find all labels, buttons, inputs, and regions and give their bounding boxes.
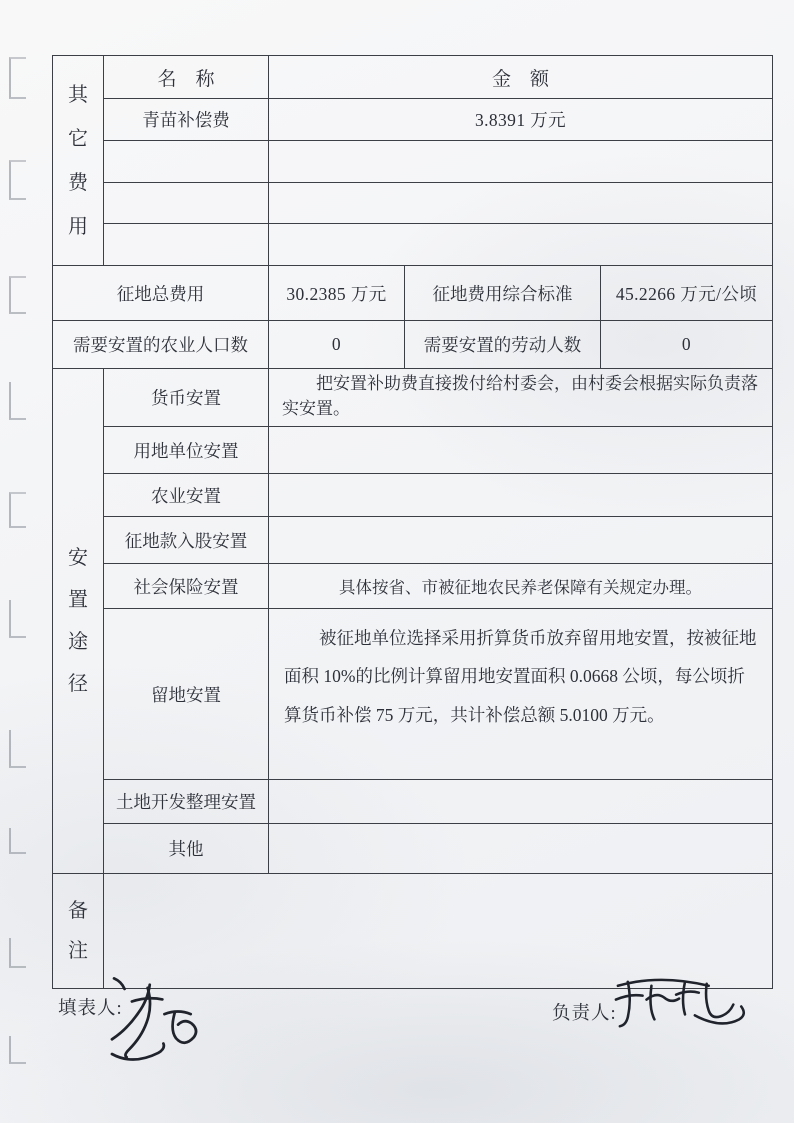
resettlement-content [269, 780, 773, 824]
fee-name [104, 141, 269, 183]
resettlement-type: 留地安置 [104, 609, 269, 780]
binder-mark [9, 600, 26, 638]
fee-amount [269, 183, 773, 224]
supervisor-signature-scribble [610, 968, 758, 1051]
table-row [53, 99, 773, 141]
resettlement-content [269, 824, 773, 874]
binder-mark [9, 828, 26, 854]
resettlement-type: 用地单位安置 [104, 427, 269, 474]
binder-mark [9, 160, 26, 200]
resettlement-content [269, 427, 773, 474]
table-row [53, 427, 773, 474]
column-header-name: 名 称 [104, 56, 269, 99]
table-row [53, 266, 773, 321]
table-row [53, 224, 773, 266]
resettlement-content: 被征地单位选择采用折算货币放弃留用地安置，按被征地面积 10%的比例计算留用地安置面积 0.0668 公顷，每公顷折算货币补偿 75 万元，共计补偿总额 5.0100 万元。 [269, 609, 773, 780]
fee-name: 青苗补偿费 [104, 99, 269, 141]
resettlement-content [269, 517, 773, 564]
table-row [53, 369, 773, 427]
section-label-remarks: 备 注 [53, 874, 104, 989]
resettlement-content: 具体按省、市被征地农民养老保障有关规定办理。 [269, 564, 773, 609]
filler-signature-scribble [96, 970, 214, 1080]
binder-mark [9, 492, 26, 528]
table-row [53, 474, 773, 517]
resettlement-type: 货币安置 [104, 369, 269, 427]
binder-mark [9, 938, 26, 968]
land-compensation-table [52, 55, 773, 989]
section-label-other-fees: 其 它 费 用 [53, 56, 104, 266]
resettlement-type: 征地款入股安置 [104, 517, 269, 564]
table-row [53, 780, 773, 824]
section-label-resettlement: 安 置 途 径 [53, 369, 104, 874]
resettlement-type: 社会保险安置 [104, 564, 269, 609]
fee-name [104, 224, 269, 266]
table-row [53, 824, 773, 874]
resettlement-type: 其他 [104, 824, 269, 874]
total-fee-value: 30.2385 万元 [269, 266, 405, 321]
table-row [53, 517, 773, 564]
supervisor-label: 负责人: [552, 1004, 617, 1024]
filler-label: 填表人: [58, 999, 123, 1019]
labor-value: 0 [601, 321, 773, 369]
binder-mark [9, 382, 26, 420]
resettlement-type: 土地开发整理安置 [104, 780, 269, 824]
fee-amount: 3.8391 万元 [269, 99, 773, 141]
resettlement-content: 把安置补助费直接拨付给村委会，由村委会根据实际负责落实安置。 [269, 369, 773, 427]
agri-population-label: 需要安置的农业人口数 [53, 321, 269, 369]
column-header-amount: 金 额 [269, 56, 773, 99]
resettlement-content [269, 474, 773, 517]
fee-amount [269, 224, 773, 266]
agri-population-value: 0 [269, 321, 405, 369]
binder-mark [9, 276, 26, 314]
table-row [53, 141, 773, 183]
standard-value: 45.2266 万元/公顷 [601, 266, 773, 321]
table-row [53, 321, 773, 369]
resettlement-type: 农业安置 [104, 474, 269, 517]
fee-amount [269, 141, 773, 183]
labor-label: 需要安置的劳动人数 [405, 321, 601, 369]
table-row [53, 609, 773, 780]
table-row [53, 183, 773, 224]
standard-label: 征地费用综合标准 [405, 266, 601, 321]
binder-mark [9, 1036, 26, 1064]
binder-mark [9, 730, 26, 768]
fee-name [104, 183, 269, 224]
table-row [53, 564, 773, 609]
total-fee-label: 征地总费用 [53, 266, 269, 321]
binder-mark [9, 57, 26, 99]
